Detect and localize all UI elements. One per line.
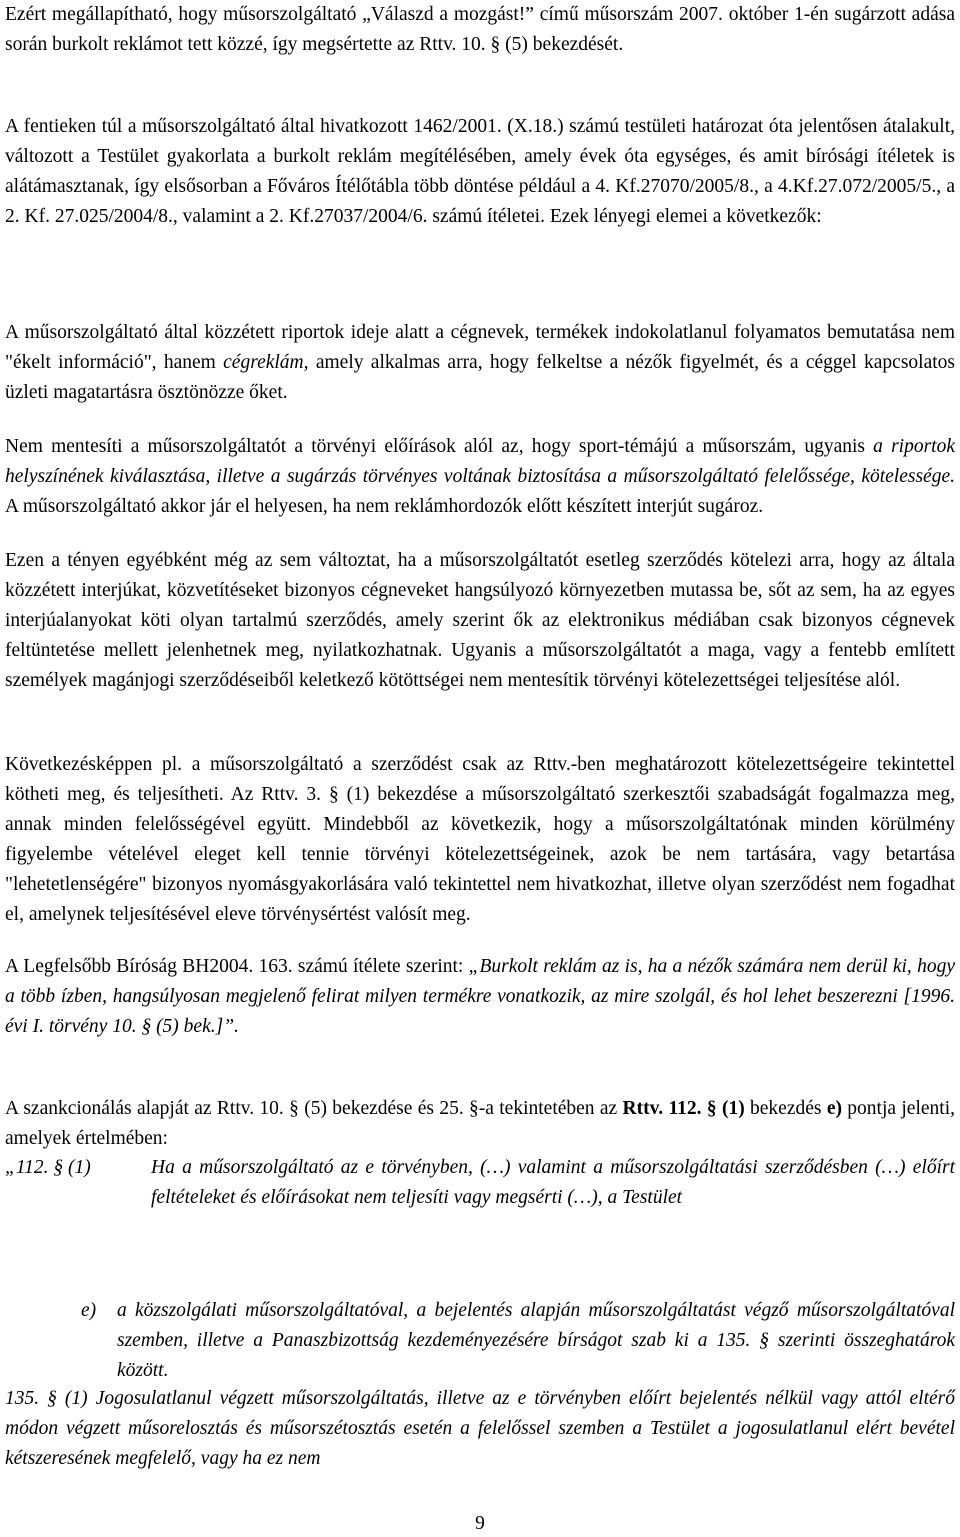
paragraph-section-135: 135. § (1) Jogosulatlanul végzett műsorszolgáltatás, illetve az e törvényben előírt bejelentés nélkül vagy attól eltérő módon végzett műsorelosztás és műsorszétosztás esetén a felelőssel szemben a Testület a jogosulatlanul elért bevétel kétszeresének megfelelő, vagy ha ez nem (5, 1388, 955, 1469)
text-run: amely alkalmas arra, hogy felkeltse a nézők figyelmét, és a céggel kapcsolatos üzleti magatartásra ösztönözze őket. (5, 352, 956, 403)
emphasis-text: a riportok helyszínének kiválasztása, illetve a sugárzás törvényes voltának biztosítása a műsorszolgáltató felelőssége, kötelessége. (5, 436, 956, 487)
paragraph-contract: Ezen a tényen egyébként még az sem változtat, ha a műsorszolgáltatót esetleg szerződés kötelezi arra, hogy az általa közzétett interjúkat, közvetítéseket bizonyos cégneveket hangsúlyozó környezetben mutassa be, sőt az sem, ha az egyes interjúalanyokat köti olyan tartalmú szerződés, amely szerint ők az elektronikus médiában csak bizonyos cégnevek feltüntetése mellett jelenhetnek meg, nyilatkozhatnak. Ugyanis a műsorszolgáltatót a maga, vagy a fentebb említett személyek magánjogi szerződéseiből keletkező kötöttségei nem mentesítik törvényi kötelezettségei teljesítése alól. (5, 550, 955, 691)
section-label: „112. § (1) (5, 1157, 91, 1178)
bold-reference: Rttv. 112. § (1) (622, 1098, 745, 1119)
section-text: Ha a műsorszolgáltató az e törvényben, (…) valamint a műsorszolgáltatási szerződésben (…) előírt feltételeket és előírásokat nem teljesíti vagy megsérti (…), a Testület (151, 1157, 955, 1208)
paragraph-court-practice: A fentieken túl a műsorszolgáltató által hivatkozott 1462/2001. (X.18.) számú testületi határozat óta jelentősen átalakult, változott a Testület gyakorlata a burkolt reklám megítélésében, amely évek óta egységes, és amit bírósági ítéletek is alátámasztanak, így elsősorban a Főváros Ítélőtábla több döntése például a 4. Kf.27070/2005/8., a 4.Kf.27.072/2005/5., a 2. Kf. 27.025/2004/8., valamint a 2. Kf.27037/2004/6. számú ítéletei. Ezek lényegi elemei a következők: (5, 116, 955, 227)
paragraph-sanction-basis (5, 1094, 955, 1154)
text-run: A szankcionálás alapját az Rttv. 10. § (5) bekezdése és 25. §-a tekintetében az (5, 1098, 623, 1119)
quote-text: „Burkolt reklám az is, ha a nézők számára nem derül ki, hogy a több ízben, hangsúlyosan megjelenő felirat milyen termékre vonatkozik, az mire szolgál, és hol lehet beszerezni [1996. évi I. törvény 10. § (5) bek.]”. (5, 956, 956, 1037)
paragraph-responsibility (5, 432, 955, 522)
emphasis-text: cégreklám, (223, 352, 309, 373)
paragraph-company-advertising (5, 318, 955, 408)
bold-point: e) (826, 1098, 842, 1119)
text-run: A Legfelsőbb Bíróság BH2004. 163. számú ítélete szerint: (5, 956, 469, 977)
page-number: 9 (475, 1513, 485, 1534)
text-run: bekezdés (744, 1098, 827, 1119)
point-text: a közszolgálati műsorszolgáltatóval, a bejelentés alapján műsorszolgáltatást végző műsorszolgáltatóval szemben, illetve a Panaszbizottság kezdeményezésére bírságot szab ki a 135. § szerinti összeghatárok között. (117, 1300, 955, 1381)
text-run: Nem mentesíti a műsorszolgáltatót a törvényi előírások alól az, hogy sport-témájú a műsorszám, ugyanis (5, 436, 874, 457)
paragraph-conclusion: Ezért megállapítható, hogy műsorszolgáltató „Válaszd a mozgást!” című műsorszám 2007. október 1-én sugárzott adása során burkolt reklámot tett közzé, így megsértette az Rttv. 10. § (5) bekezdését. (5, 4, 955, 55)
point-label: e) (81, 1300, 97, 1321)
paragraph-consequence: Következésképpen pl. a műsorszolgáltató a szerződést csak az Rttv.-ben meghatározott kötelezettségeire tekintettel kötheti meg, és teljesítheti. Az Rttv. 3. § (1) bekezdése a műsorszolgáltató szerkesztői szabadságát fogalmazza meg, annak minden felelősségével együtt. Mindebből az következik, hogy a műsorszolgáltatónak minden körülmény figyelembe vételével eleget kell tennie törvényi kötelezettségeinek, azok be nem tartására, vagy betartása "lehetetlenségére" bizonyos nyomásgyakorlására való tekintettel nem hivatkozhat, illetve olyan szerződést nem fogadhat el, amelynek teljesítésével eleve törvénysértést valósít meg. (5, 754, 955, 925)
text-run: A műsorszolgáltató akkor jár el helyesen, ha nem reklámhordozók előtt készített interjút sugároz. (5, 496, 764, 517)
paragraph-supreme-court (5, 952, 955, 1042)
text-run: A műsorszolgáltató által közzétett riportok ideje alatt a cégnevek, termékek indokolatlanul folyamatos bemutatása nem "ékelt információ", hanem (5, 322, 955, 373)
text-run: pontja jelenti, amelyek értelmében: (5, 1098, 955, 1149)
